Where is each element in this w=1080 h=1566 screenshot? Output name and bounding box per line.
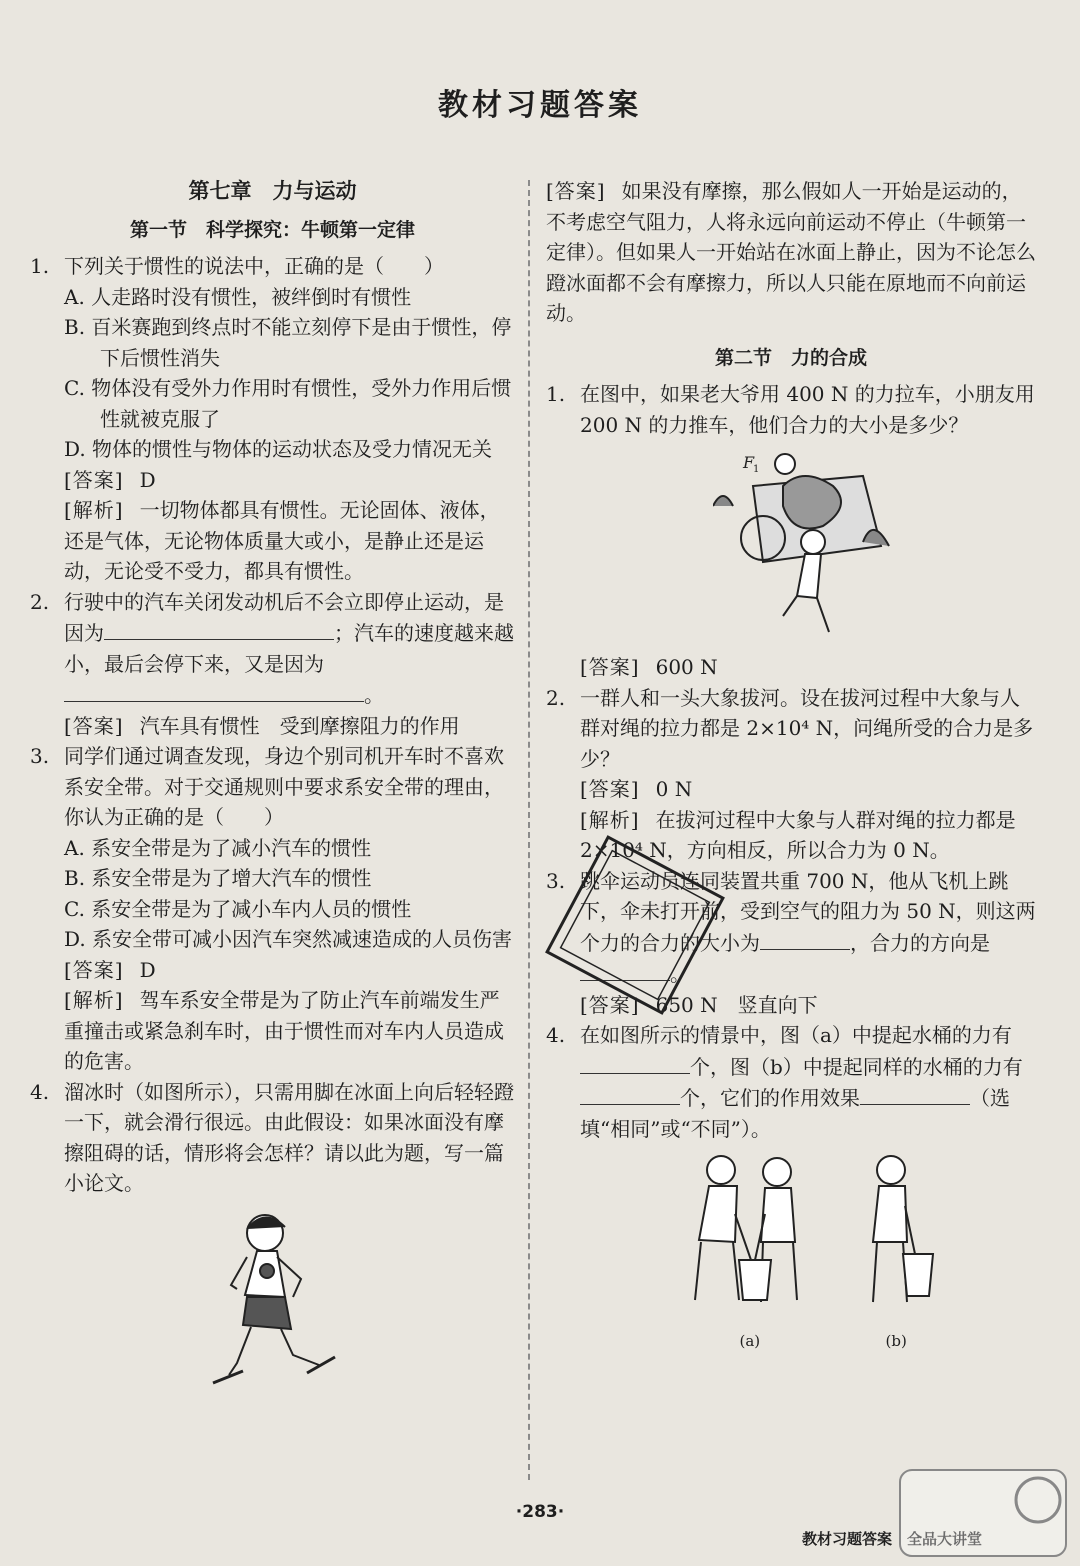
- page-number: ·283·: [515, 1502, 565, 1522]
- question-4: [546, 1020, 1036, 1356]
- analysis-line: [64, 985, 515, 1077]
- fill-blank: [580, 1051, 690, 1074]
- right-column: [546, 172, 1036, 1356]
- answer-line: [546, 176, 1036, 329]
- question-text-part: 行驶中的汽车关闭发动机后不会立即停止运动，是因为: [64, 589, 504, 645]
- analysis-tag: [解析]: [580, 807, 640, 832]
- question-number: 1.: [30, 254, 50, 278]
- option-b: B. 系安全带是为了增大汽车的惯性: [64, 866, 372, 890]
- question-text: [64, 587, 515, 711]
- answer-tag: [答案]: [580, 655, 640, 679]
- question-3: [30, 741, 515, 1077]
- answer-text: 600 N: [655, 655, 718, 679]
- section-heading: 第一节 科学探究：牛顿第一定律: [129, 218, 415, 241]
- force-subscript: 1: [753, 464, 760, 475]
- question-number: 1.: [546, 382, 566, 406]
- answer-text: 650 N 竖直向下: [655, 992, 818, 1017]
- analysis-text: 一切物体都具有惯性。无论固体、液体，还是气体，无论物体质量大或小，是静止还是运动，无论受不受力，都具有惯性。: [64, 498, 500, 583]
- two-kids-bucket-illustration: [675, 1150, 825, 1315]
- cart-illustration: [713, 446, 903, 646]
- question-text: 溜冰时（如图所示），只需用脚在冰面上向后轻轻蹬一下，就会滑行很远。由此假设：如果冰面没有摩擦阻碍的话，情形将会怎样？请以此为题，写一篇小论文。: [64, 1079, 514, 1195]
- question-text: [580, 1020, 1036, 1144]
- answer-tag: [答案]: [64, 467, 124, 492]
- answer-line: [64, 955, 515, 986]
- answer-line: [580, 652, 1036, 683]
- question-1: [30, 251, 515, 587]
- option-c: C. 系安全带是为了减小车内人员的惯性: [64, 896, 412, 921]
- figure-caption-b: (b): [885, 1331, 907, 1350]
- answer-text: 如果没有摩擦，那么假如人一开始是运动的，不考虑空气阻力，人将永远向前运动不停止（牛顿第一定律）。但如果人一开始站在冰面上静止，因为不论怎么蹬冰面都不会有摩擦力，所以人只能在原地而不向前运动。: [546, 179, 1036, 325]
- answer-tag: [答案]: [580, 992, 640, 1017]
- question-number: 3.: [30, 744, 50, 768]
- question-text-part: 个，图（b）中提起同样的水桶的力有: [690, 1054, 1023, 1079]
- answer-tag: [答案]: [580, 777, 640, 801]
- analysis-text: 驾车系安全带是为了防止汽车前端发生严重撞击或紧急刹车时，由于惯性而对车内人员造成的危害。: [64, 988, 504, 1073]
- figure-caption-a: (a): [739, 1331, 761, 1350]
- question-number: 2.: [546, 685, 566, 710]
- option-a: A. 系安全带是为了减小汽车的惯性: [64, 835, 372, 860]
- chapter-heading: 第七章 力与运动: [188, 179, 357, 203]
- option-d: D. 物体的惯性与物体的运动状态及受力情况无关: [64, 437, 493, 461]
- answer-text: D: [139, 957, 156, 982]
- answer-text: 0 N: [655, 777, 693, 801]
- fill-blank: [860, 1082, 970, 1105]
- fill-blank: [104, 617, 334, 640]
- question-text-part: （选填“相同”或“不同”）。: [580, 1086, 1010, 1141]
- question-text: 一群人和一头大象拔河。设在拔河过程中大象与人群对绳的拉力都是 2×10⁴ N，问绳所受的合力是多少？: [580, 685, 1034, 771]
- analysis-line: [64, 495, 515, 587]
- question-text-part: 跳伞运动员连同装置共重 700 N，他从飞机上跳下，伞未打开前，受到空气的阻力为 50 N，则这两个力的合力的大小为: [580, 868, 1036, 955]
- analysis-text: 在拔河过程中大象与人群对绳的拉力都是 2×10⁴ N，方向相反，所以合力为 0 N。: [580, 807, 1016, 862]
- force-label: F: [743, 453, 755, 472]
- analysis-tag: [解析]: [64, 988, 124, 1012]
- answer-text: D: [139, 467, 156, 492]
- watermark-logo: [898, 1468, 1068, 1558]
- question-1: [546, 379, 1036, 683]
- question-text-part: 。: [670, 962, 690, 986]
- question-number: 4.: [546, 1023, 566, 1047]
- fill-blank: [580, 1082, 680, 1105]
- answer-tag: [答案]: [64, 957, 124, 982]
- question-4: [30, 1077, 515, 1199]
- analysis-tag: [解析]: [64, 498, 124, 522]
- section-heading: 第二节 力的合成: [714, 346, 867, 369]
- skater-illustration: [173, 1205, 373, 1405]
- answer-line: [580, 774, 1036, 805]
- question-text-part: 在如图所示的情景中，图（a）中提起水桶的力有: [580, 1023, 1012, 1047]
- question-text-part: 。: [364, 683, 384, 707]
- option-b: B. 百米赛跑到终点时不能立刻停下是由于惯性，停下后惯性消失: [64, 315, 512, 370]
- question-text-part: ，合力的方向是: [850, 930, 990, 955]
- answer-line: [64, 465, 515, 496]
- figure-b: [851, 1150, 941, 1356]
- left-column: [30, 172, 515, 1411]
- question-text-part: ；汽车的速度越来越小，最后会停下来，又是因为: [64, 621, 514, 676]
- question-text: 同学们通过调查发现，身边个别司机开车时不喜欢系安全带。对于交通规则中要求系安全带的理由，你认为正确的是（ ）: [64, 744, 504, 829]
- question-text: 在图中，如果老大爷用 400 N 的力拉车，小朋友用 200 N 的力推车，他们合力的大小是多少？: [580, 382, 1035, 437]
- footer-label: 教材习题答案 全品大讲堂: [802, 1530, 983, 1548]
- answer-tag: [答案]: [546, 179, 606, 203]
- fill-blank: [64, 679, 364, 702]
- option-a: A. 人走路时没有惯性，被绊倒时有惯性: [64, 284, 412, 309]
- option-c: C. 物体没有受外力作用时有惯性，受外力作用后惯性就被克服了: [64, 376, 512, 431]
- question-text: 下列关于惯性的说法中，正确的是（ ）: [64, 254, 444, 278]
- answer-line: [64, 711, 515, 742]
- stamp: [540, 830, 730, 1020]
- figure-a: [675, 1150, 825, 1356]
- option-d: D. 系安全带可减小因汽车突然减速造成的人员伤害: [64, 927, 513, 951]
- answer-tag: [答案]: [64, 713, 124, 738]
- question-number: 2.: [30, 589, 50, 614]
- fill-blank: [760, 927, 850, 950]
- bucket-figures: [580, 1150, 1036, 1356]
- one-kid-bucket-illustration: [851, 1150, 941, 1315]
- question-text-part: 个，它们的作用效果: [680, 1086, 860, 1110]
- column-divider: [528, 180, 530, 1480]
- question-number: 4.: [30, 1079, 50, 1104]
- page-title: 教材习题答案: [438, 88, 642, 123]
- answer-text: 汽车具有惯性 受到摩擦阻力的作用: [139, 713, 460, 738]
- question-2: [30, 587, 515, 742]
- question-number: 3.: [546, 868, 566, 893]
